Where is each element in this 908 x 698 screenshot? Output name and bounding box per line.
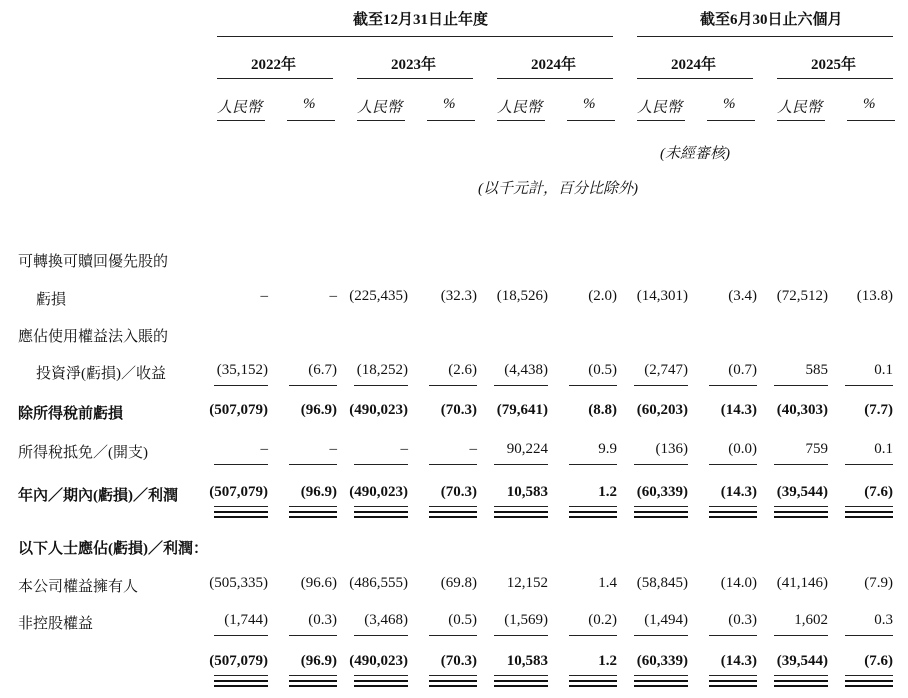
cell-double-underline (429, 680, 477, 682)
header-full-year: 截至12月31日止年度 (353, 12, 489, 28)
cell-underline (845, 385, 893, 386)
row-label: 非控股權益 (18, 616, 94, 632)
cell-underline (634, 385, 688, 386)
percent-cell: (0.5) (588, 362, 617, 378)
cell-double-underline (845, 511, 893, 513)
subheader-rule (847, 120, 895, 121)
subheader-rule (287, 120, 335, 121)
amount-cell: (39,544) (776, 484, 828, 500)
amount-cell: (486,555) (349, 575, 408, 591)
cell-underline (289, 635, 337, 636)
percent-cell: 1.2 (598, 653, 617, 669)
row-label: 以下人士應佔(虧損)／利潤： (18, 541, 208, 557)
year-header: 2022年 (251, 57, 297, 73)
cell-underline (569, 635, 617, 636)
cell-double-underline (354, 685, 408, 687)
amount-cell: (507,079) (209, 653, 268, 669)
cell-double-underline (774, 685, 828, 687)
percent-cell: (7.6) (864, 653, 893, 669)
cell-double-underline (774, 516, 828, 518)
percent-cell: (3.4) (728, 288, 757, 304)
header-full-year-rule (217, 36, 613, 37)
cell-double-underline (709, 506, 757, 507)
cell-underline (289, 464, 337, 465)
cell-double-underline (774, 511, 828, 513)
percent-cell: (32.3) (440, 288, 477, 304)
year-header-rule (217, 78, 333, 79)
amount-cell: (60,339) (636, 653, 688, 669)
amount-cell: (18,252) (356, 362, 408, 378)
percent-cell: (96.9) (300, 484, 337, 500)
cell-double-underline (634, 506, 688, 507)
cell-double-underline (289, 675, 337, 676)
percent-cell: (96.6) (300, 575, 337, 591)
amount-cell: (3,468) (364, 612, 408, 628)
year-header: 2025年 (811, 57, 857, 73)
subheader-rule (217, 120, 265, 121)
cell-double-underline (354, 511, 408, 513)
row-label: 投資淨(虧損)／收益 (36, 366, 166, 382)
cell-double-underline (214, 675, 268, 676)
amount-cell: (4,438) (504, 362, 548, 378)
percent-cell: 0.3 (874, 612, 893, 628)
percent-cell: (2.0) (588, 288, 617, 304)
subheader-rule (777, 120, 825, 121)
percent-cell: (13.8) (856, 288, 893, 304)
amount-cell: (58,845) (636, 575, 688, 591)
percent-cell: (0.0) (728, 441, 757, 457)
row-label: 年內／期內(虧損)／利潤 (18, 488, 178, 504)
cell-double-underline (494, 680, 548, 682)
cell-underline (354, 464, 408, 465)
cell-underline (774, 464, 828, 465)
cell-double-underline (354, 675, 408, 676)
percent-subheader: % (723, 96, 736, 112)
currency-subheader: 人民幣 (777, 100, 823, 116)
row-label: 應佔使用權益法入賬的 (18, 329, 169, 345)
cell-underline (494, 464, 548, 465)
percent-cell: (7.7) (864, 402, 893, 418)
subheader-rule (497, 120, 545, 121)
cell-double-underline (494, 685, 548, 687)
percent-cell: (70.3) (440, 402, 477, 418)
amount-cell: (39,544) (776, 653, 828, 669)
cell-underline (494, 385, 548, 386)
percent-cell: (14.3) (720, 653, 757, 669)
cell-underline (569, 385, 617, 386)
amount-cell: (505,335) (209, 575, 268, 591)
cell-underline (774, 635, 828, 636)
cell-double-underline (774, 506, 828, 507)
percent-cell: (2.6) (448, 362, 477, 378)
row-label: 除所得稅前虧損 (18, 406, 124, 422)
cell-double-underline (289, 680, 337, 682)
cell-underline (845, 635, 893, 636)
amount-cell: (40,303) (776, 402, 828, 418)
currency-subheader: 人民幣 (637, 100, 683, 116)
subheader-rule (357, 120, 405, 121)
year-header: 2024年 (531, 57, 577, 73)
cell-double-underline (214, 680, 268, 682)
percent-cell: – (329, 288, 337, 304)
amount-cell: (225,435) (349, 288, 408, 304)
amount-cell: 10,583 (506, 484, 548, 500)
cell-double-underline (845, 680, 893, 682)
cell-underline (774, 385, 828, 386)
percent-cell: (70.3) (440, 484, 477, 500)
cell-underline (709, 635, 757, 636)
cell-double-underline (494, 516, 548, 518)
subheader-rule (567, 120, 615, 121)
currency-subheader: 人民幣 (357, 100, 403, 116)
cell-underline (354, 635, 408, 636)
year-header: 2023年 (391, 57, 437, 73)
percent-cell: (14.3) (720, 484, 757, 500)
percent-cell: (14.0) (720, 575, 757, 591)
percent-subheader: % (303, 96, 316, 112)
percent-cell: 0.1 (874, 441, 893, 457)
amount-cell: (79,641) (496, 402, 548, 418)
percent-cell: (8.8) (588, 402, 617, 418)
cell-underline (289, 385, 337, 386)
cell-double-underline (634, 680, 688, 682)
amount-cell: – (260, 441, 268, 457)
amount-cell: (35,152) (216, 362, 268, 378)
cell-double-underline (289, 511, 337, 513)
cell-double-underline (569, 516, 617, 518)
cell-double-underline (709, 511, 757, 513)
cell-double-underline (429, 675, 477, 676)
cell-double-underline (354, 680, 408, 682)
cell-double-underline (774, 675, 828, 676)
cell-underline (709, 464, 757, 465)
subheader-rule (637, 120, 685, 121)
row-label: 虧損 (36, 292, 67, 308)
cell-double-underline (429, 511, 477, 513)
row-label: 本公司權益擁有人 (18, 579, 139, 595)
cell-underline (709, 385, 757, 386)
percent-cell: 1.2 (598, 484, 617, 500)
cell-underline (354, 385, 408, 386)
percent-cell: (7.6) (864, 484, 893, 500)
amount-cell: (507,079) (209, 484, 268, 500)
amount-cell: 759 (805, 441, 828, 457)
amount-cell: (18,526) (496, 288, 548, 304)
unaudited-note: (未經審核) (660, 146, 730, 162)
cell-underline (845, 464, 893, 465)
amount-cell: 12,152 (506, 575, 548, 591)
amount-cell: (1,494) (644, 612, 688, 628)
cell-underline (429, 635, 477, 636)
percent-cell: (6.7) (308, 362, 337, 378)
percent-cell: – (469, 441, 477, 457)
year-header-rule (777, 78, 893, 79)
cell-double-underline (634, 675, 688, 676)
cell-double-underline (289, 506, 337, 507)
percent-subheader: % (863, 96, 876, 112)
percent-cell: 0.1 (874, 362, 893, 378)
cell-double-underline (289, 685, 337, 687)
amount-cell: (2,747) (644, 362, 688, 378)
cell-double-underline (709, 516, 757, 518)
cell-double-underline (845, 506, 893, 507)
cell-double-underline (569, 685, 617, 687)
percent-cell: (0.5) (448, 612, 477, 628)
cell-double-underline (214, 511, 268, 513)
cell-double-underline (709, 680, 757, 682)
percent-cell: (96.9) (300, 402, 337, 418)
cell-double-underline (214, 685, 268, 687)
percent-cell: 9.9 (598, 441, 617, 457)
cell-double-underline (634, 511, 688, 513)
cell-double-underline (634, 685, 688, 687)
cell-underline (429, 464, 477, 465)
cell-double-underline (289, 516, 337, 518)
amount-cell: 90,224 (506, 441, 548, 457)
percent-cell: (70.3) (440, 653, 477, 669)
amount-cell: – (400, 441, 408, 457)
amount-cell: (60,339) (636, 484, 688, 500)
percent-subheader: % (583, 96, 596, 112)
currency-subheader: 人民幣 (497, 100, 543, 116)
percent-subheader: % (443, 96, 456, 112)
cell-double-underline (429, 516, 477, 518)
percent-cell: (0.3) (728, 612, 757, 628)
cell-double-underline (569, 680, 617, 682)
amount-cell: (507,079) (209, 402, 268, 418)
percent-cell: (96.9) (300, 653, 337, 669)
amount-cell: (60,203) (636, 402, 688, 418)
cell-double-underline (709, 685, 757, 687)
year-header-rule (497, 78, 613, 79)
percent-cell: (0.2) (588, 612, 617, 628)
amount-cell: (14,301) (636, 288, 688, 304)
percent-cell: (14.3) (720, 402, 757, 418)
cell-double-underline (569, 511, 617, 513)
cell-double-underline (569, 506, 617, 507)
cell-double-underline (354, 516, 408, 518)
subheader-rule (427, 120, 475, 121)
percent-cell: 1.4 (598, 575, 617, 591)
year-header-rule (637, 78, 753, 79)
cell-double-underline (634, 516, 688, 518)
cell-double-underline (845, 675, 893, 676)
percent-cell: (69.8) (440, 575, 477, 591)
amount-cell: (1,744) (224, 612, 268, 628)
cell-underline (214, 464, 268, 465)
cell-double-underline (214, 506, 268, 507)
year-header-rule (357, 78, 473, 79)
cell-underline (214, 385, 268, 386)
percent-cell: – (329, 441, 337, 457)
currency-subheader: 人民幣 (217, 100, 263, 116)
row-label: 所得稅抵免／(開支) (18, 445, 148, 461)
amount-cell: 1,602 (794, 612, 828, 628)
cell-double-underline (569, 675, 617, 676)
cell-underline (494, 635, 548, 636)
cell-double-underline (709, 675, 757, 676)
year-header: 2024年 (671, 57, 717, 73)
cell-underline (429, 385, 477, 386)
units-note: (以千元計，百分比除外) (478, 181, 638, 197)
cell-double-underline (845, 685, 893, 687)
amount-cell: (1,569) (504, 612, 548, 628)
cell-underline (569, 464, 617, 465)
amount-cell: – (260, 288, 268, 304)
percent-cell: (0.3) (308, 612, 337, 628)
amount-cell: 585 (805, 362, 828, 378)
cell-double-underline (214, 516, 268, 518)
amount-cell: (136) (655, 441, 688, 457)
row-label: 可轉換可贖回優先股的 (18, 254, 169, 270)
cell-double-underline (774, 680, 828, 682)
cell-double-underline (845, 516, 893, 518)
cell-underline (634, 464, 688, 465)
amount-cell: 10,583 (506, 653, 548, 669)
cell-double-underline (494, 675, 548, 676)
cell-double-underline (494, 511, 548, 513)
amount-cell: (490,023) (349, 402, 408, 418)
amount-cell: (490,023) (349, 653, 408, 669)
header-six-months-rule (637, 36, 893, 37)
cell-double-underline (429, 506, 477, 507)
header-six-months: 截至6月30日止六個月 (700, 12, 843, 28)
amount-cell: (41,146) (776, 575, 828, 591)
cell-underline (634, 635, 688, 636)
subheader-rule (707, 120, 755, 121)
amount-cell: (72,512) (776, 288, 828, 304)
amount-cell: (490,023) (349, 484, 408, 500)
percent-cell: (0.7) (728, 362, 757, 378)
percent-cell: (7.9) (864, 575, 893, 591)
cell-double-underline (429, 685, 477, 687)
cell-double-underline (354, 506, 408, 507)
cell-underline (214, 635, 268, 636)
cell-double-underline (494, 506, 548, 507)
